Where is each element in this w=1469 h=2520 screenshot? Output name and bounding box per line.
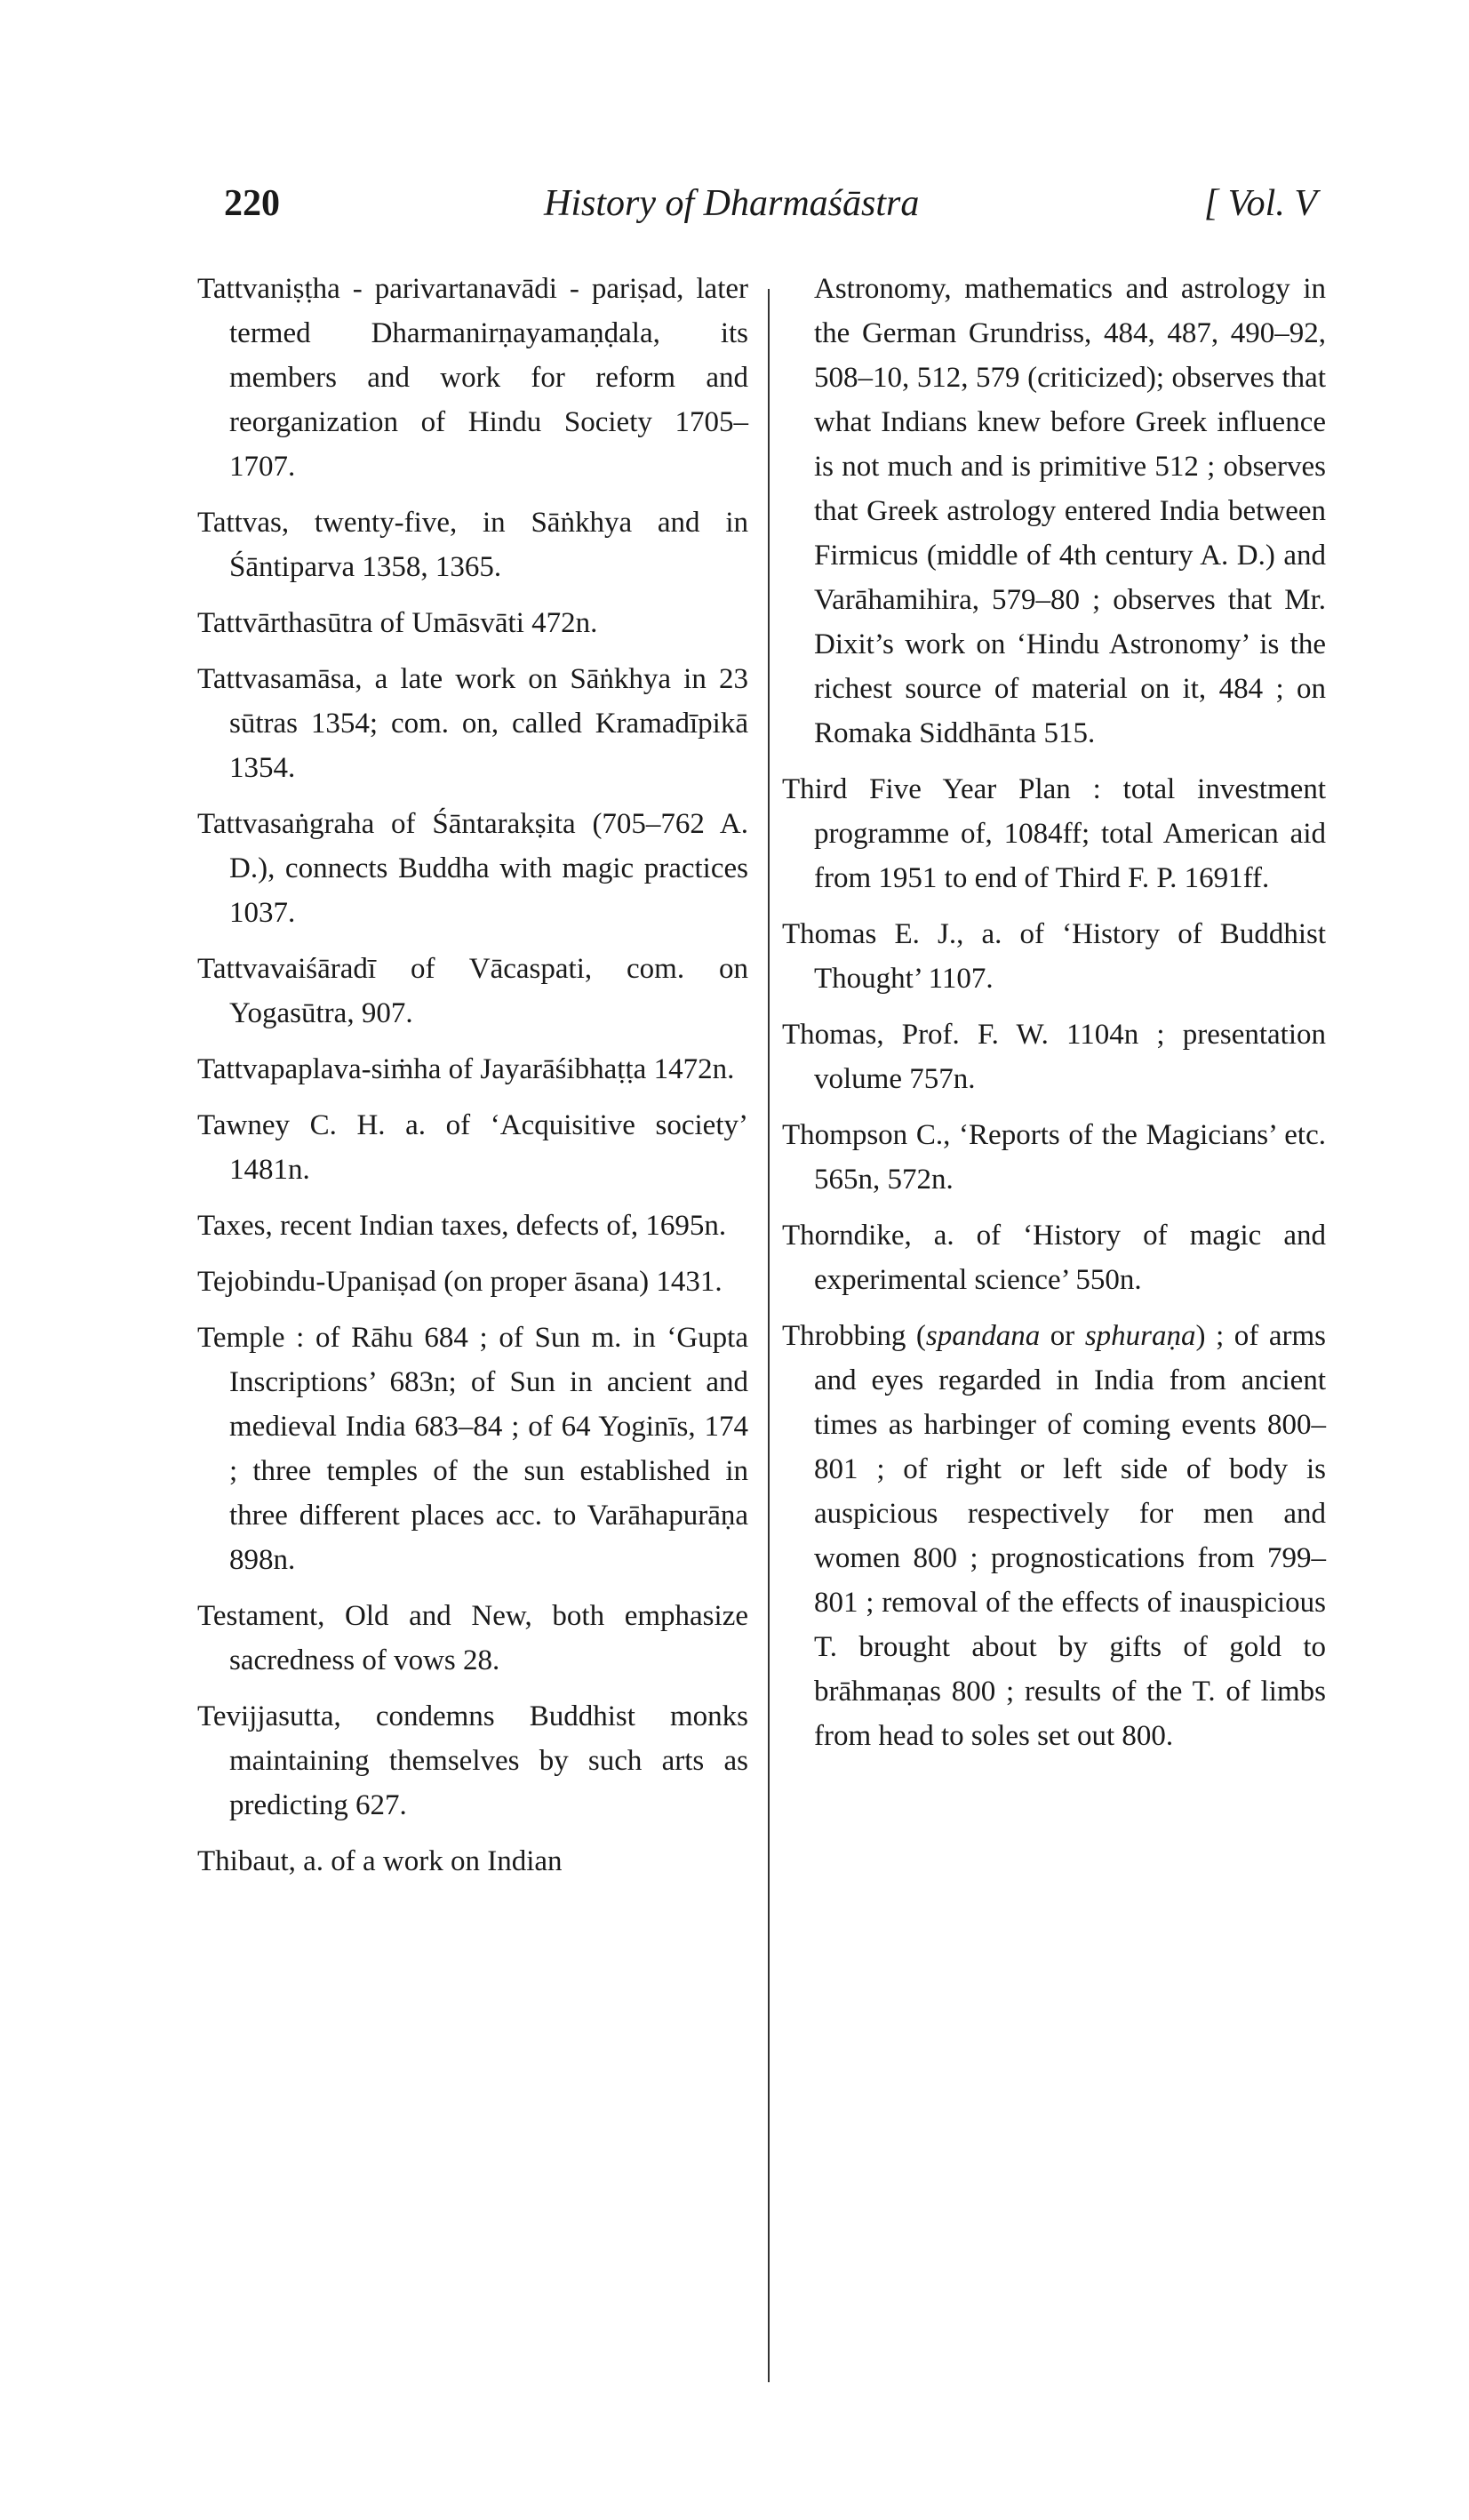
volume-label: [ Vol. V <box>1203 183 1317 224</box>
index-entry: Thomas, Prof. F. W. 1104n ; presentation volume 757n. <box>782 1019 1326 1095</box>
index-entry: Thorndike, a. of ‘History of magic and experimental science’ 550n. <box>782 1220 1326 1296</box>
page-number: 220 <box>224 183 280 224</box>
index-entry: Thibaut, a. of a work on Indian <box>197 1845 563 1877</box>
index-entry: Tawney C. H. a. of ‘Acquisitive society’ 1481n. <box>197 1109 748 1186</box>
index-entry: Thompson C., ‘Reports of the Magicians’ etc. 565n, 572n. <box>782 1119 1326 1196</box>
index-entry: Tattvapaplava-siṁha of Jayarāśibhaṭṭa 1472n. <box>197 1053 735 1085</box>
term-sphurana: sphuraṇa <box>1084 1320 1196 1352</box>
index-entry: Tattvas, twenty-five, in Sāṅkhya and in Śāntiparva 1358, 1365. <box>197 507 748 583</box>
index-entry: Taxes, recent Indian taxes, defects of, 1695n. <box>197 1210 727 1242</box>
entry-text: Throbbing ( <box>782 1320 926 1352</box>
index-entry: Tattvasaṅgraha of Śāntarakṣita (705–762 A. D.), connects Buddha with magic practices 1037. <box>197 808 748 929</box>
index-entry-continuation: Astronomy, mathematics and astrology in the German Grundriss, 484, 487, 490–92, 508–10, 512, 579 (criticized); observes that what Indians knew before Greek influence is not much and is primitive 512 ; observes that Greek astrology entered India between Firmicus (middle of 4th century A. D.) and Varāhamihira, 579–80 ; observes that Mr. Dixit’s work on ‘Hindu Astronomy’ is the richest source of material on it, 484 ; on Romaka Siddhānta 515. <box>814 273 1326 749</box>
index-entry: Tattvavaiśāradī of Vācaspati, com. on Yogasūtra, 907. <box>197 953 748 1029</box>
index-entry: Testament, Old and New, both emphasize sacredness of vows 28. <box>197 1600 748 1676</box>
column-divider <box>768 289 770 2382</box>
index-entry: Temple : of Rāhu 684 ; of Sun m. in ‘Gupta Inscriptions’ 683n; of Sun in ancient and medieval India 683–84 ; of 64 Yoginīs, 174 ; three temples of the sun established in three different places acc. to Varāhapurāṇa 898n. <box>197 1322 748 1576</box>
index-entry-throbbing <box>782 1314 1326 1758</box>
right-column <box>782 267 1326 1770</box>
entry-text: ) ; of arms and eyes regarded in India from ancient times as harbinger of coming events 800–801 ; of right or left side of body is auspicious respectively for men and women 800 ; prognostications from 799–801 ; removal of the effects of inauspicious T. brought about by gifts of gold to brāhmaṇas 800 ; results of the T. of limbs from head to soles set out 800. <box>814 1320 1326 1752</box>
entry-text: or <box>1040 1320 1085 1352</box>
left-column <box>197 267 748 1895</box>
index-entry: Third Five Year Plan : total investment programme of, 1084ff; total American aid from 1951 to end of Third F. P. 1691ff. <box>782 773 1326 894</box>
running-title: History of Dharmaśāstra <box>544 183 920 224</box>
index-entry: Tejobindu-Upaniṣad (on proper āsana) 1431. <box>197 1266 723 1298</box>
index-entry: Tattvasamāsa, a late work on Sāṅkhya in 23 sūtras 1354; com. on, called Kramadīpikā 1354. <box>197 663 748 784</box>
page-header <box>224 182 1317 236</box>
index-entry: Tevijjasutta, condemns Buddhist monks maintaining themselves by such arts as predicting 627. <box>197 1700 748 1821</box>
index-entry: Tattvaniṣṭha - parivartanavādi - pariṣad, later termed Dharmanirṇayamaṇḍala, its members and work for reform and reorganization of Hindu Society 1705–1707. <box>197 273 748 483</box>
term-spandana: spandana <box>925 1320 1041 1352</box>
index-entry: Tattvārthasūtra of Umāsvāti 472n. <box>197 607 598 639</box>
index-entry: Thomas E. J., a. of ‘History of Buddhist Thought’ 1107. <box>782 918 1326 995</box>
